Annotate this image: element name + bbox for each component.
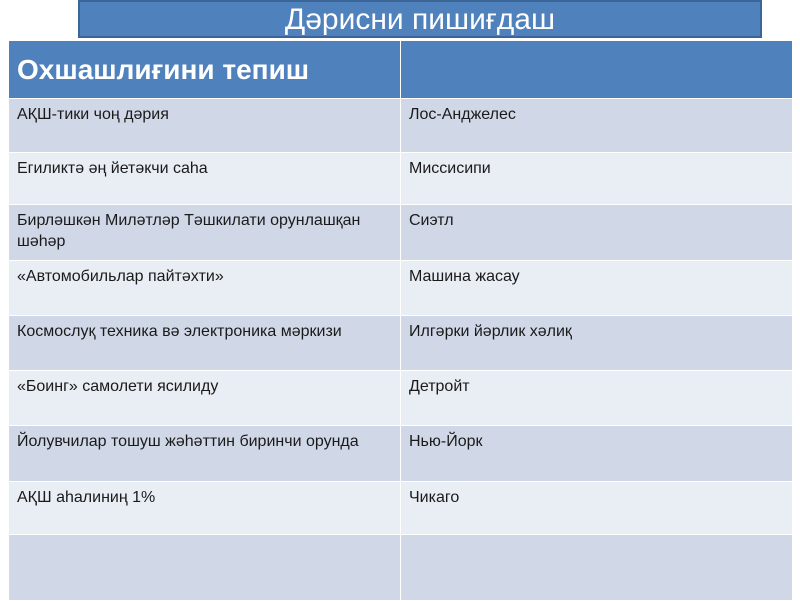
table-cell-left: «Автомобильлар пайтәхти» [9, 261, 401, 316]
table-cell-right: Чикаго [401, 482, 793, 535]
table-cell-right: Детройт [401, 371, 793, 426]
table-cell-left: Бирләшкән Миләтләр Тәшкилати орунлашқан шәһәр [9, 205, 401, 261]
table-cell-left: Йолувчилар тошуш жәһәттин биринчи орунда [9, 426, 401, 482]
table-cell-left: АҚШ аһалиниң 1% [9, 482, 401, 535]
matching-table [8, 40, 793, 601]
table-cell-left: «Боинг» самолети ясилиду [9, 371, 401, 426]
table-cell-left: АҚШ-тики чоң дәрия [9, 99, 401, 153]
table-row [9, 371, 793, 426]
table-row [9, 482, 793, 535]
table-cell-left [9, 535, 401, 601]
table-row [9, 535, 793, 601]
table-cell-right: Илгәрки йәрлик хәлиқ [401, 316, 793, 371]
table-cell-right [401, 535, 793, 601]
table-row [9, 426, 793, 482]
table-cell-right: Машина жасау [401, 261, 793, 316]
table-row [9, 153, 793, 205]
table-cell-left: Космослуқ техника вә электроника мәркизи [9, 316, 401, 371]
header-cell-left: Охшашлиғини тепиш [9, 41, 401, 99]
table-row [9, 205, 793, 261]
table-cell-right: Нью-Йорк [401, 426, 793, 482]
header-cell-right [401, 41, 793, 99]
table-cell-right: Лос-Анджелес [401, 99, 793, 153]
table-row [9, 316, 793, 371]
table-row [9, 99, 793, 153]
table-header-row [9, 41, 793, 99]
table-row [9, 261, 793, 316]
table-cell-right: Миссисипи [401, 153, 793, 205]
table-cell-left: Егиликтә әң йетәкчи саһа [9, 153, 401, 205]
slide-title: Дәрисни пишиғдаш [78, 0, 762, 38]
table-cell-right: Сиэтл [401, 205, 793, 261]
